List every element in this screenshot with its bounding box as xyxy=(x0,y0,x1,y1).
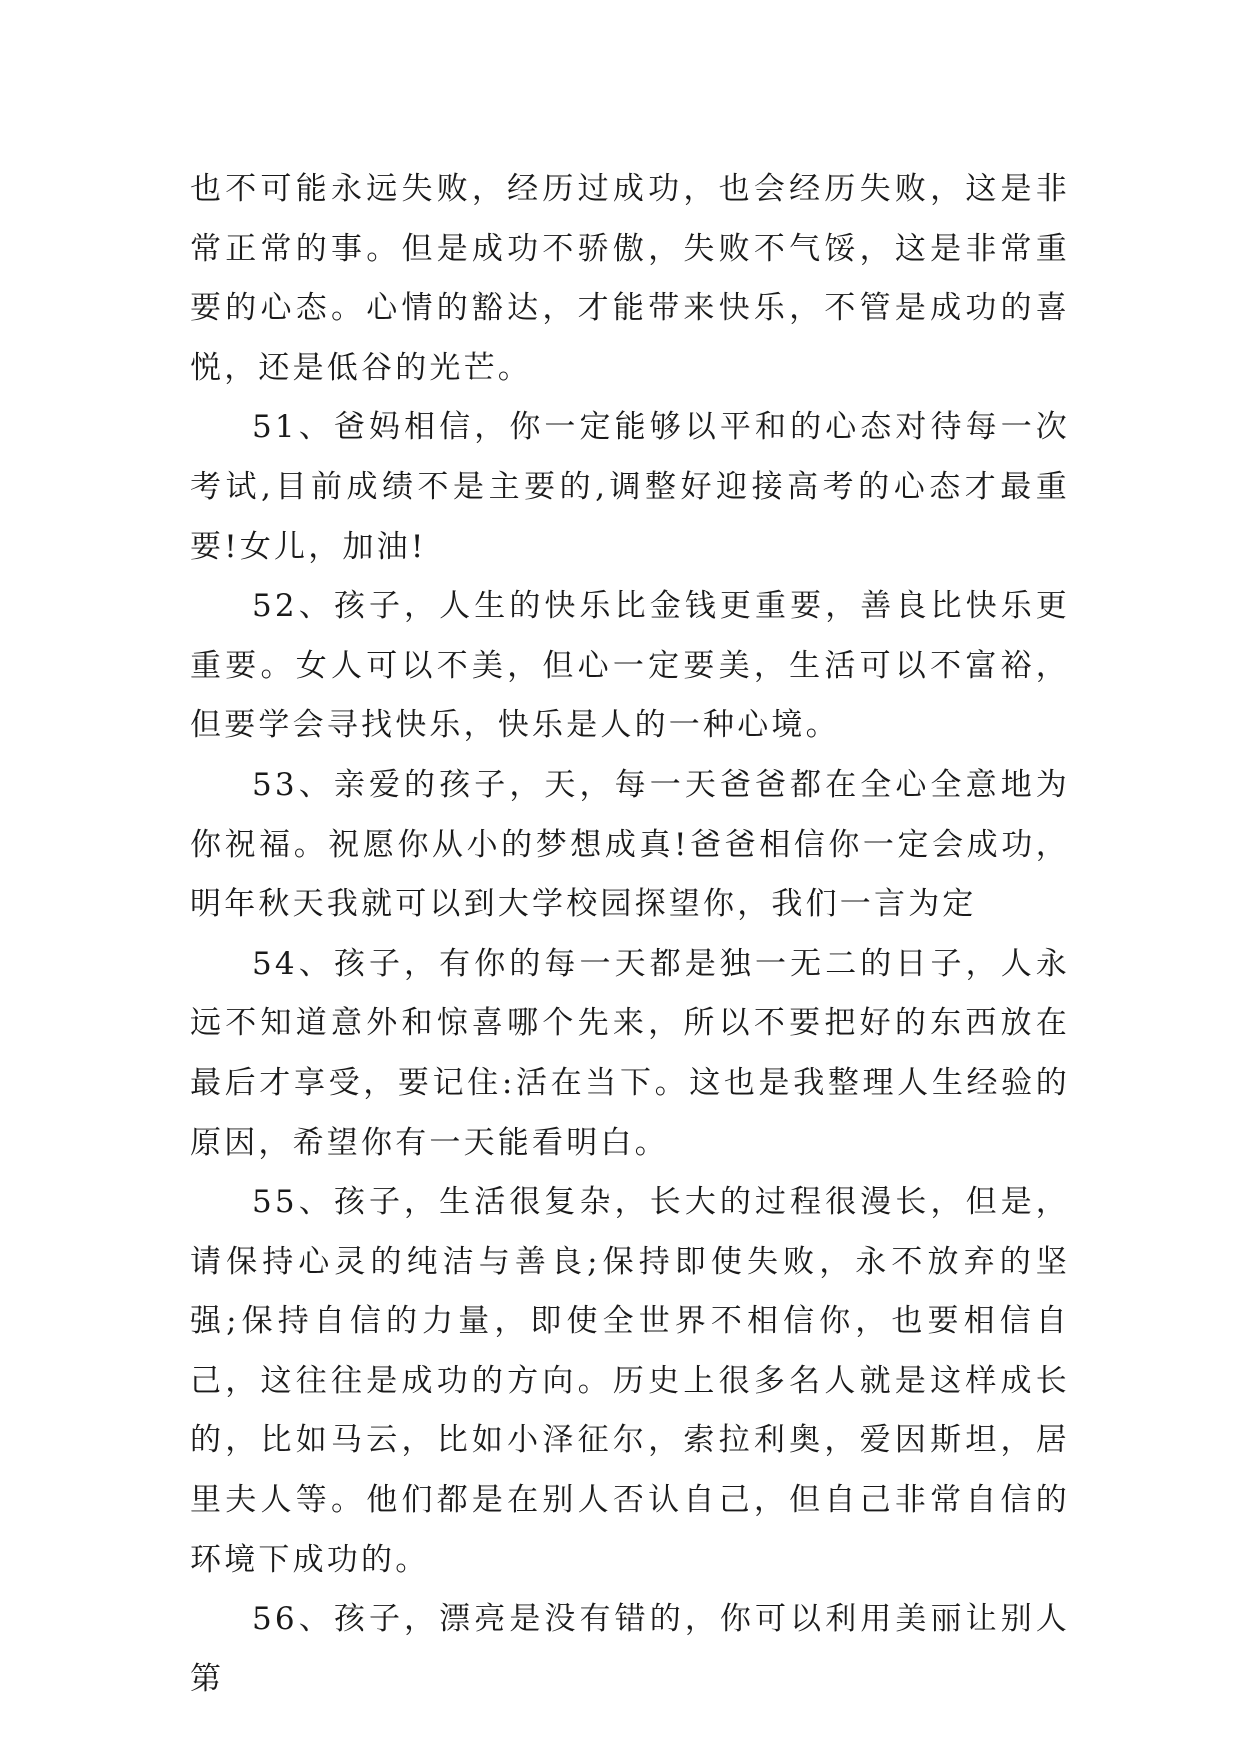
paragraph-continuation: 也不可能永远失败，经历过成功，也会经历失败，这是非常正常的事。但是成功不骄傲，失败不气馁，这是非常重要的心态。心情的豁达，才能带来快乐，不管是成功的喜悦，还是低谷的光芒。 xyxy=(190,171,1070,386)
paragraph-52: 52、孩子，人生的快乐比金钱更重要，善良比快乐更重要。女人可以不美，但心一定要美，生活可以不富裕，但要学会寻找快乐，快乐是人的一种心境。 xyxy=(190,588,1070,744)
paragraph-55: 55、孩子，生活很复杂，长大的过程很漫长，但是，请保持心灵的纯洁与善良;保持即使失败，永不放弃的坚强;保持自信的力量，即使全世界不相信你，也要相信自己，这往往是成功的方向。历史上很多名人就是这样成长的，比如马云，比如小泽征尔，索拉利奥，爱因斯坦，居里夫人等。他们都是在别人否认自己，但自己非常自信的环境下成功的。 xyxy=(190,1184,1070,1578)
paragraph-56: 56、孩子，漂亮是没有错的，你可以利用美丽让别人第 xyxy=(190,1601,1070,1697)
body-text xyxy=(190,160,1070,1709)
paragraph-53: 53、亲爱的孩子，天，每一天爸爸都在全心全意地为你祝福。祝愿你从小的梦想成真!爸爸相信你一定会成功，明年秋天我就可以到大学校园探望你，我们一言为定 xyxy=(190,766,1070,923)
paragraph-51: 51、爸妈相信，你一定能够以平和的心态对待每一次考试,目前成绩不是主要的,调整好迎接高考的心态才最重要!女儿，加油! xyxy=(190,409,1070,565)
paragraph-54: 54、孩子，有你的每一天都是独一无二的日子，人永远不知道意外和惊喜哪个先来，所以不要把好的东西放在最后才享受，要记住:活在当下。这也是我整理人生经验的原因，希望你有一天能看明白。 xyxy=(190,945,1070,1161)
